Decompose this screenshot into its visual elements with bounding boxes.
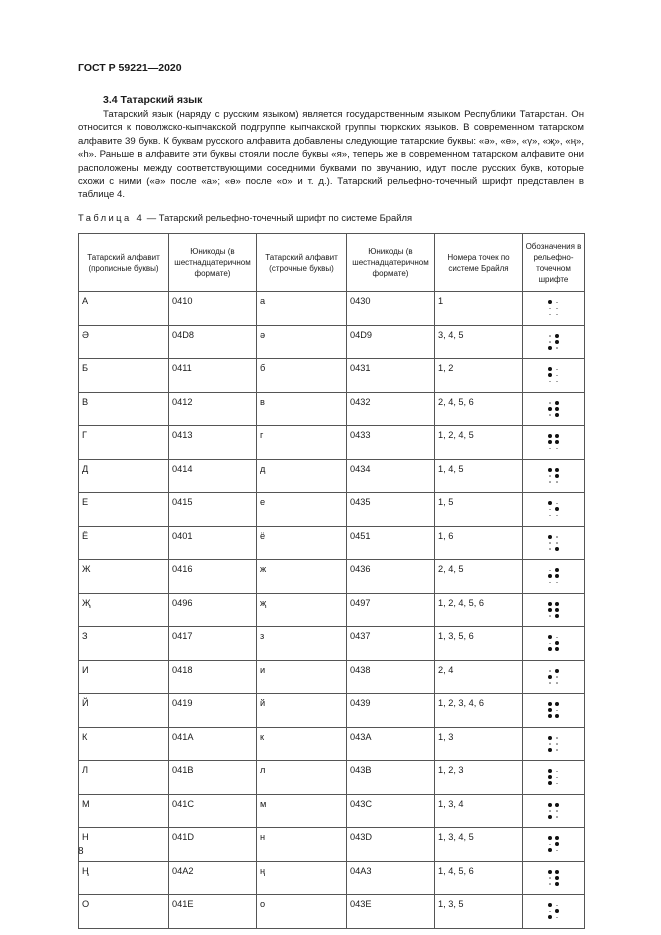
braille-dot: [555, 574, 559, 578]
cell-lower-code: 0435: [347, 493, 435, 527]
cell-lower: н: [257, 828, 347, 862]
cell-dots: 1, 2, 4, 5: [435, 426, 523, 460]
cell-lower: л: [257, 761, 347, 795]
braille-cell-icon: [548, 300, 560, 317]
cell-braille: [523, 560, 585, 594]
section-title: 3.4 Татарский язык: [103, 94, 203, 106]
cell-lower: а: [257, 292, 347, 326]
braille-dot: [548, 708, 552, 712]
braille-dot: [548, 468, 552, 472]
cell-lower: о: [257, 895, 347, 929]
cell-lower: җ: [257, 593, 347, 627]
cell-dots: 1, 3, 5, 6: [435, 627, 523, 661]
braille-dot: [549, 381, 551, 383]
braille-dot: [555, 407, 559, 411]
braille-dot: [556, 917, 558, 919]
braille-dot: [555, 842, 559, 846]
braille-dot: [549, 448, 551, 450]
braille-dot: [556, 542, 558, 544]
braille-dot: [556, 503, 558, 505]
braille-dot: [549, 548, 551, 550]
braille-dot: [549, 515, 551, 517]
table-row: [79, 560, 585, 594]
braille-dot: [556, 749, 558, 751]
cell-upper: Ң: [79, 861, 169, 895]
braille-table: [78, 233, 585, 929]
cell-lower-code: 04A3: [347, 861, 435, 895]
cell-upper: М: [79, 794, 169, 828]
cell-braille: [523, 526, 585, 560]
braille-dot: [549, 911, 551, 913]
braille-cell-icon: [548, 869, 560, 886]
cell-dots: 1, 4, 5, 6: [435, 861, 523, 895]
cell-lower: ә: [257, 325, 347, 359]
braille-dot: [556, 777, 558, 779]
braille-cell-icon: [548, 501, 560, 518]
cell-lower-code: 0430: [347, 292, 435, 326]
braille-dot: [556, 308, 558, 310]
braille-dot: [549, 481, 551, 483]
cell-upper-code: 0416: [169, 560, 257, 594]
cell-braille: [523, 459, 585, 493]
cell-upper: И: [79, 660, 169, 694]
braille-dot: [555, 547, 559, 551]
cell-upper-code: 041B: [169, 761, 257, 795]
table-row: [79, 325, 585, 359]
cell-upper-code: 0419: [169, 694, 257, 728]
braille-dot: [556, 448, 558, 450]
braille-dot: [549, 314, 551, 316]
cell-upper-code: 04A2: [169, 861, 257, 895]
cell-upper-code: 0413: [169, 426, 257, 460]
table-row: [79, 392, 585, 426]
braille-cell-icon: [548, 467, 560, 484]
braille-dot: [548, 675, 552, 679]
braille-dot: [555, 702, 559, 706]
braille-dot: [555, 909, 559, 913]
braille-cell-icon: [548, 702, 560, 719]
cell-dots: 1, 5: [435, 493, 523, 527]
braille-dot: [548, 836, 552, 840]
braille-dot: [548, 373, 552, 377]
braille-dot: [555, 602, 559, 606]
braille-dot: [548, 870, 552, 874]
document-header: ГОСТ Р 59221—2020: [78, 62, 182, 74]
cell-braille: [523, 593, 585, 627]
braille-dot: [549, 670, 551, 672]
cell-upper: В: [79, 392, 169, 426]
braille-dot: [549, 582, 551, 584]
braille-dot: [549, 402, 551, 404]
cell-upper: Б: [79, 359, 169, 393]
cell-upper: К: [79, 727, 169, 761]
cell-braille: [523, 493, 585, 527]
cell-upper-code: 04D8: [169, 325, 257, 359]
cell-upper: З: [79, 627, 169, 661]
table-row: [79, 493, 585, 527]
braille-dot: [556, 536, 558, 538]
cell-lower-code: 0436: [347, 560, 435, 594]
cell-upper: Ә: [79, 325, 169, 359]
braille-dot: [549, 743, 551, 745]
braille-dot: [556, 302, 558, 304]
table-header-row: [79, 234, 585, 292]
cell-upper-code: 0412: [169, 392, 257, 426]
braille-cell-icon: [548, 769, 560, 786]
cell-braille: [523, 694, 585, 728]
cell-upper: Е: [79, 493, 169, 527]
cell-dots: 1, 4, 5: [435, 459, 523, 493]
braille-dot: [548, 501, 552, 505]
cell-upper-code: 0414: [169, 459, 257, 493]
column-header: Номера точек по системе Брайля: [435, 234, 523, 292]
braille-dot: [549, 542, 551, 544]
braille-dot: [556, 783, 558, 785]
braille-dot: [556, 676, 558, 678]
cell-upper: Ё: [79, 526, 169, 560]
cell-upper-code: 0496: [169, 593, 257, 627]
table-caption-text: — Татарский рельефно-точечный шрифт по системе Брайля: [144, 212, 413, 223]
cell-upper-code: 041A: [169, 727, 257, 761]
braille-dot: [549, 810, 551, 812]
braille-dot: [548, 434, 552, 438]
braille-cell-icon: [548, 668, 560, 685]
table-row: [79, 292, 585, 326]
cell-braille: [523, 627, 585, 661]
braille-dot: [555, 440, 559, 444]
braille-dot: [548, 367, 552, 371]
cell-lower-code: 0438: [347, 660, 435, 694]
braille-dot: [548, 346, 552, 350]
cell-braille: [523, 426, 585, 460]
cell-braille: [523, 392, 585, 426]
braille-dot: [555, 507, 559, 511]
braille-dot: [556, 810, 558, 812]
cell-upper: А: [79, 292, 169, 326]
cell-dots: 1: [435, 292, 523, 326]
braille-dot: [556, 743, 558, 745]
cell-upper: Л: [79, 761, 169, 795]
braille-dot: [555, 474, 559, 478]
cell-braille: [523, 794, 585, 828]
cell-dots: 1, 3: [435, 727, 523, 761]
table-row: [79, 794, 585, 828]
braille-dot: [555, 882, 559, 886]
cell-braille: [523, 761, 585, 795]
braille-dot: [548, 748, 552, 752]
table-row: [79, 359, 585, 393]
braille-dot: [548, 647, 552, 651]
braille-dot: [556, 369, 558, 371]
cell-lower-code: 043B: [347, 761, 435, 795]
cell-upper: Г: [79, 426, 169, 460]
braille-dot: [556, 710, 558, 712]
braille-dot: [549, 341, 551, 343]
braille-dot: [556, 816, 558, 818]
braille-dot: [548, 848, 552, 852]
table-row: [79, 828, 585, 862]
table-row: [79, 459, 585, 493]
cell-dots: 2, 4, 5, 6: [435, 392, 523, 426]
column-header: Юникоды (в шестнадцатеричном формате): [347, 234, 435, 292]
braille-dot: [555, 334, 559, 338]
cell-lower: е: [257, 493, 347, 527]
cell-braille: [523, 895, 585, 929]
table-row: [79, 660, 585, 694]
cell-lower-code: 043C: [347, 794, 435, 828]
braille-dot: [548, 440, 552, 444]
braille-dot: [555, 714, 559, 718]
cell-lower-code: 043D: [347, 828, 435, 862]
cell-lower-code: 04D9: [347, 325, 435, 359]
braille-cell-icon: [548, 534, 560, 551]
braille-dot: [548, 407, 552, 411]
braille-cell-icon: [548, 434, 560, 451]
braille-dot: [548, 574, 552, 578]
braille-dot: [549, 335, 551, 337]
braille-cell-icon: [548, 400, 560, 417]
cell-upper-code: 0417: [169, 627, 257, 661]
braille-dot: [549, 877, 551, 879]
braille-dot: [555, 614, 559, 618]
braille-dot: [548, 815, 552, 819]
cell-braille: [523, 359, 585, 393]
cell-dots: 1, 2, 3: [435, 761, 523, 795]
braille-dot: [556, 515, 558, 517]
cell-lower-code: 043E: [347, 895, 435, 929]
braille-dot: [556, 905, 558, 907]
cell-lower: ж: [257, 560, 347, 594]
cell-upper-code: 0415: [169, 493, 257, 527]
cell-dots: 1, 6: [435, 526, 523, 560]
braille-dot: [548, 602, 552, 606]
braille-dot: [556, 314, 558, 316]
braille-dot: [549, 570, 551, 572]
column-header: Юникоды (в шестнадцатеричном формате): [169, 234, 257, 292]
table-caption-number: Таблица 4: [78, 212, 145, 223]
braille-dot: [556, 381, 558, 383]
cell-upper: О: [79, 895, 169, 929]
body-paragraph: Татарский язык (наряду с русским языком) является государственным языком Республики Татарстан. Он относится к поволжско-кыпчакской подгруппе кыпчакской группы тюркских языков. В современном татарском алфавите 39 букв. К буквам русского алфавита добавлены следующие татарские буквы: «ә», «ө», «ү», «җ», «ң», «һ». Раньше в алфавите эти буквы стояли после буквы «я», теперь же в современном татарском алфавите они расположены между соответствующими соседними буквами по звучанию, идут после русских букв, которые схожи с ними («ә» после «а»; «ө» после «о» и т. д.). Татарский рельефно-точечный шрифт представлен в таблице 4.: [78, 109, 584, 201]
braille-dot: [556, 737, 558, 739]
braille-dot: [548, 736, 552, 740]
braille-cell-icon: [548, 568, 560, 585]
cell-braille: [523, 660, 585, 694]
braille-dot: [556, 375, 558, 377]
cell-lower-code: 0432: [347, 392, 435, 426]
cell-lower-code: 0431: [347, 359, 435, 393]
braille-cell-icon: [548, 601, 560, 618]
braille-dot: [556, 637, 558, 639]
braille-dot: [548, 781, 552, 785]
braille-dot: [548, 608, 552, 612]
cell-lower: к: [257, 727, 347, 761]
braille-dot: [556, 481, 558, 483]
cell-lower: м: [257, 794, 347, 828]
cell-braille: [523, 325, 585, 359]
braille-dot: [556, 347, 558, 349]
column-header: Татарский алфавит (прописные буквы): [79, 234, 169, 292]
braille-dot: [555, 836, 559, 840]
cell-upper-code: 041C: [169, 794, 257, 828]
cell-lower: в: [257, 392, 347, 426]
table-row: [79, 727, 585, 761]
cell-braille: [523, 727, 585, 761]
cell-dots: 1, 3, 4, 5: [435, 828, 523, 862]
cell-dots: 1, 3, 5: [435, 895, 523, 929]
braille-dot: [555, 669, 559, 673]
braille-dot: [555, 641, 559, 645]
cell-lower: г: [257, 426, 347, 460]
cell-lower: й: [257, 694, 347, 728]
cell-dots: 1, 3, 4: [435, 794, 523, 828]
cell-lower: з: [257, 627, 347, 661]
braille-dot: [548, 300, 552, 304]
cell-dots: 2, 4, 5: [435, 560, 523, 594]
braille-dot: [549, 615, 551, 617]
cell-lower-code: 0434: [347, 459, 435, 493]
braille-dot: [549, 844, 551, 846]
braille-dot: [555, 401, 559, 405]
braille-cell-icon: [548, 802, 560, 819]
cell-upper: Н: [79, 828, 169, 862]
braille-dot: [549, 414, 551, 416]
cell-lower: и: [257, 660, 347, 694]
table-row: [79, 627, 585, 661]
cell-lower-code: 0451: [347, 526, 435, 560]
braille-dot: [548, 769, 552, 773]
braille-cell-icon: [548, 367, 560, 384]
cell-upper-code: 0418: [169, 660, 257, 694]
table-row: [79, 861, 585, 895]
braille-dot: [555, 434, 559, 438]
cell-upper-code: 041E: [169, 895, 257, 929]
braille-dot: [556, 582, 558, 584]
cell-upper: Й: [79, 694, 169, 728]
braille-dot: [555, 803, 559, 807]
braille-dot: [548, 714, 552, 718]
cell-upper: Д: [79, 459, 169, 493]
table-row: [79, 895, 585, 929]
cell-dots: 2, 4: [435, 660, 523, 694]
braille-cell-icon: [548, 735, 560, 752]
braille-dot: [548, 803, 552, 807]
braille-dot: [555, 608, 559, 612]
column-header: Татарский алфавит (строчные буквы): [257, 234, 347, 292]
cell-lower: б: [257, 359, 347, 393]
braille-dot: [555, 876, 559, 880]
cell-braille: [523, 861, 585, 895]
cell-dots: 1, 2, 4, 5, 6: [435, 593, 523, 627]
braille-cell-icon: [548, 836, 560, 853]
braille-dot: [556, 850, 558, 852]
cell-lower-code: 043A: [347, 727, 435, 761]
cell-upper-code: 0411: [169, 359, 257, 393]
table-row: [79, 426, 585, 460]
braille-dot: [548, 775, 552, 779]
braille-dot: [548, 702, 552, 706]
table-row: [79, 593, 585, 627]
cell-lower-code: 0439: [347, 694, 435, 728]
table-row: [79, 694, 585, 728]
braille-dot: [555, 647, 559, 651]
cell-lower: д: [257, 459, 347, 493]
cell-lower-code: 0437: [347, 627, 435, 661]
braille-dot: [549, 643, 551, 645]
braille-dot: [549, 883, 551, 885]
braille-dot: [549, 682, 551, 684]
braille-dot: [555, 870, 559, 874]
cell-dots: 3, 4, 5: [435, 325, 523, 359]
braille-dot: [555, 568, 559, 572]
braille-dot: [548, 635, 552, 639]
braille-dot: [548, 915, 552, 919]
braille-cell-icon: [548, 635, 560, 652]
braille-dot: [548, 903, 552, 907]
cell-upper: Җ: [79, 593, 169, 627]
cell-upper-code: 0401: [169, 526, 257, 560]
column-header: Обозначения в рельефно-точечном шрифте: [523, 234, 585, 292]
braille-dot: [555, 340, 559, 344]
braille-dot: [555, 413, 559, 417]
braille-dot: [549, 509, 551, 511]
braille-dot: [555, 468, 559, 472]
braille-dot: [549, 475, 551, 477]
cell-braille: [523, 828, 585, 862]
cell-lower-code: 0497: [347, 593, 435, 627]
table-row: [79, 526, 585, 560]
cell-lower: ё: [257, 526, 347, 560]
table-row: [79, 761, 585, 795]
braille-cell-icon: [548, 903, 560, 920]
cell-dots: 1, 2: [435, 359, 523, 393]
table-caption: [78, 212, 412, 223]
braille-dot: [548, 535, 552, 539]
cell-lower: ң: [257, 861, 347, 895]
cell-dots: 1, 2, 3, 4, 6: [435, 694, 523, 728]
braille-dot: [556, 771, 558, 773]
cell-lower-code: 0433: [347, 426, 435, 460]
page-number: 8: [78, 846, 84, 857]
cell-upper-code: 041D: [169, 828, 257, 862]
braille-cell-icon: [548, 333, 560, 350]
braille-dot: [549, 308, 551, 310]
cell-braille: [523, 292, 585, 326]
braille-dot: [556, 682, 558, 684]
cell-upper-code: 0410: [169, 292, 257, 326]
cell-upper: Ж: [79, 560, 169, 594]
